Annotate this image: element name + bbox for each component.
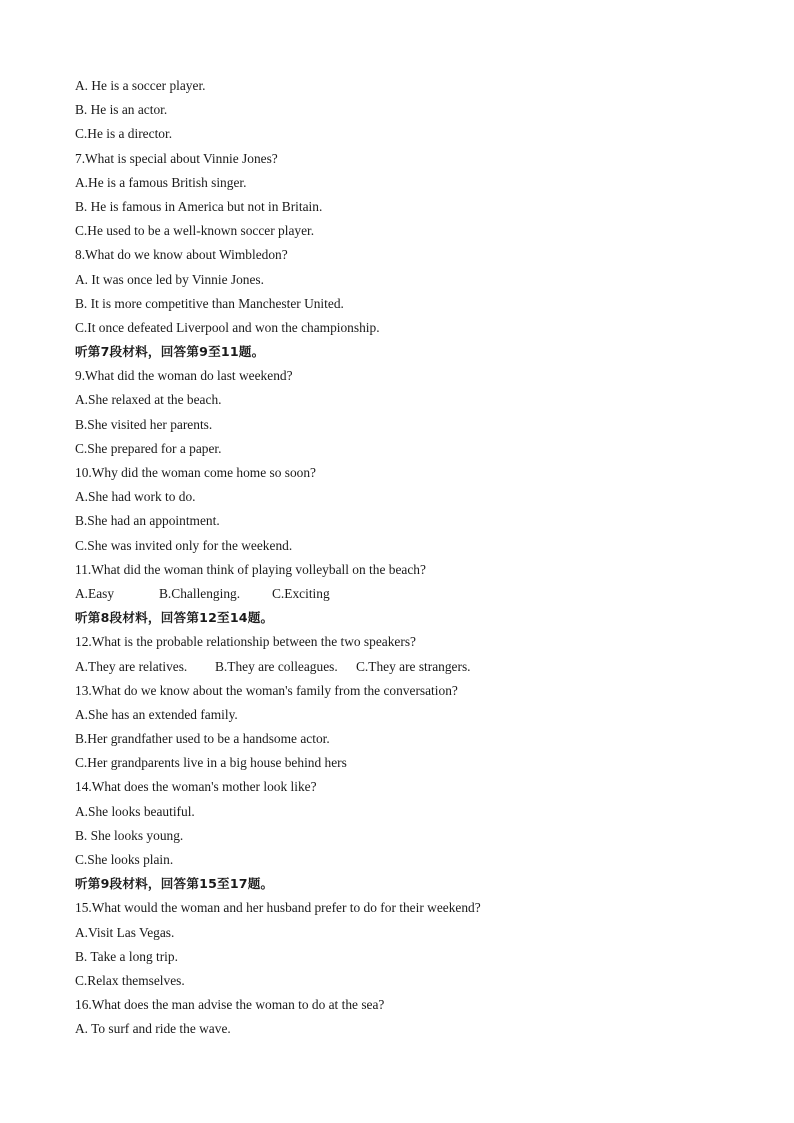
q7-option-c: C.He used to be a well-known soccer player. [75, 223, 315, 239]
q11-option-c: C.Exciting [272, 585, 330, 601]
q6-option-a: A. He is a soccer player. [75, 78, 206, 93]
q9-option-a: A.She relaxed at the beach. [75, 392, 222, 408]
q15-option-b: B. Take a long trip. [75, 948, 178, 964]
q7-option-a: A.He is a famous British singer. [75, 174, 247, 190]
q8-question: 8.What do we know about Wimbledon? [75, 247, 288, 263]
q15-option-a: A.Visit Las Vegas. [75, 924, 175, 940]
q10-option-c: C.She was invited only for the weekend. [75, 537, 293, 553]
section-heading-9: 听第9段材料，回答第15至17题。 [75, 876, 274, 892]
q12-option-a: A.They are relatives. [75, 658, 188, 674]
q7-question: 7.What is special about Vinnie Jones? [75, 150, 278, 166]
document-page [75, 74, 735, 1042]
q14-option-c: C.She looks plain. [75, 852, 174, 867]
q7-option-b: B. He is famous in America but not in Britain. [75, 198, 323, 214]
section-heading-7: 听第7段材料，回答第9至11题。 [75, 344, 265, 360]
q13-question: 13.What do we know about the woman's family from the conversation? [75, 682, 458, 698]
section-heading-8: 听第8段材料，回答第12至14题。 [75, 610, 274, 626]
q15-question: 15.What would the woman and her husband prefer to do for their weekend? [75, 900, 481, 916]
q8-option-c: C.It once defeated Liverpool and won the championship. [75, 319, 380, 335]
q8-option-b: B. It is more competitive than Manchester United. [75, 295, 344, 311]
q13-option-c: C.Her grandparents live in a big house behind hers [75, 755, 347, 771]
q8-option-a: A. It was once led by Vinnie Jones. [75, 271, 264, 287]
q10-option-b: B.She had an appointment. [75, 513, 220, 529]
q11-question: 11.What did the woman think of playing volleyball on the beach? [75, 561, 426, 577]
q14-question: 14.What does the woman's mother look like? [75, 779, 317, 795]
q11-option-b: B.Challenging. [159, 585, 241, 601]
q6-option-c: C.He is a director. [75, 126, 173, 142]
q11-option-a: A.Easy [75, 585, 115, 601]
q13-option-b: B.Her grandfather used to be a handsome actor. [75, 731, 330, 747]
q12-question: 12.What is the probable relationship between the two speakers? [75, 634, 416, 650]
q16-question: 16.What does the man advise the woman to do at the sea? [75, 997, 385, 1013]
q9-option-b: B.She visited her parents. [75, 416, 213, 432]
q14-option-a: A.She looks beautiful. [75, 803, 195, 819]
q13-option-a: A.She has an extended family. [75, 706, 238, 722]
q14-option-b: B. She looks young. [75, 827, 184, 843]
q16-option-a: A. To surf and ride the wave. [75, 1021, 231, 1037]
q12-options-row [75, 655, 735, 679]
q9-option-c: C.She prepared for a paper. [75, 440, 222, 456]
q12-option-b: B.They are colleagues. [215, 658, 338, 674]
q10-question: 10.Why did the woman come home so soon? [75, 465, 316, 480]
q10-option-a: A.She had work to do. [75, 489, 196, 505]
q15-option-c: C.Relax themselves. [75, 972, 185, 988]
q6-option-b: B. He is an actor. [75, 102, 168, 118]
q9-question: 9.What did the woman do last weekend? [75, 368, 293, 384]
q11-options-row [75, 582, 735, 606]
q12-option-c: C.They are strangers. [356, 658, 471, 674]
